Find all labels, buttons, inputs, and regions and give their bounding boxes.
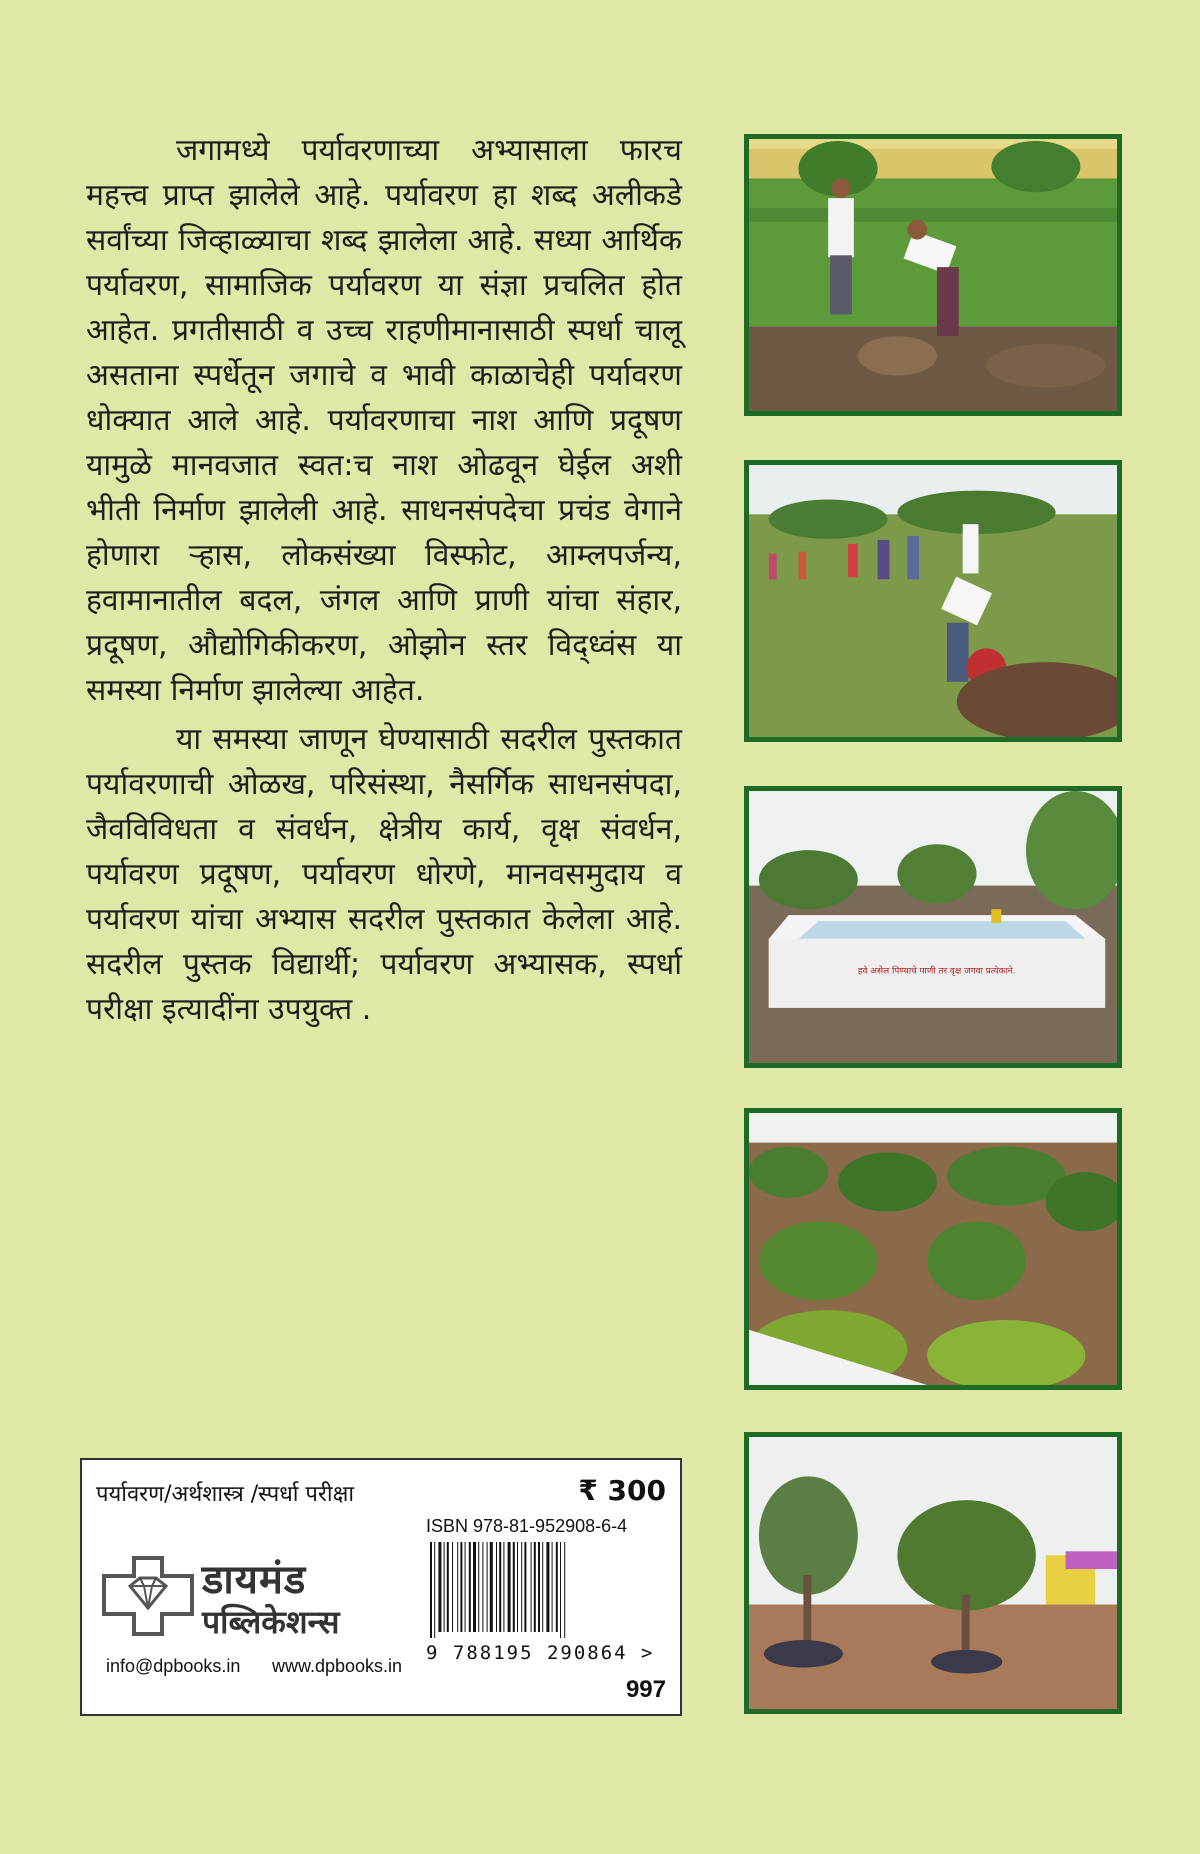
barcode-bar	[465, 1542, 466, 1632]
diamond-logo-icon	[100, 1556, 196, 1636]
price-label: ₹ 300	[578, 1474, 666, 1507]
barcode-addon: 997	[625, 1676, 666, 1703]
publisher-email[interactable]: info@dpbooks.in	[106, 1656, 241, 1676]
barcode-bar	[457, 1542, 458, 1632]
barcode-bar	[496, 1542, 497, 1632]
description-text	[86, 128, 682, 1036]
publisher-name: डायमंड	[202, 1557, 307, 1603]
paragraph-2: या समस्या जाणून घेण्यासाठी सदरील पुस्तकात पर्यावरणाची ओळख, परिसंस्था, नैसर्गिक साधनसंपदा, जैवविविधता व संवर्धन, क्षेत्रीय कार्य, वृक्ष संवर्धन, पर्यावरण प्रदूषण, पर्यावरण धोरणे, मानवसमुदाय व पर्यावरण यांचा अभ्यास सदरील पुस्तकात केलेला आहे. सदरील पुस्तक विद्यार्थी; पर्यावरण अभ्यासक, स्पर्धा परीक्षा इत्यादींना उपयुक्त .	[86, 722, 682, 1027]
publisher-website[interactable]: www.dpbooks.in	[272, 1656, 403, 1676]
barcode-digits: 9 788195 290864 >	[426, 1642, 655, 1664]
barcode	[426, 1542, 666, 1638]
tank-sign-text: हवे असेल पिण्याचे पाणी तर वृक्ष जगवा प्रत्येकाने.	[857, 966, 1016, 977]
barcode-bar	[564, 1542, 565, 1638]
barcode-bar	[560, 1542, 561, 1638]
barcode-bar	[478, 1542, 479, 1632]
barcode-bar	[452, 1542, 453, 1632]
book-info-box	[80, 1458, 682, 1716]
barcode-bar	[531, 1542, 532, 1632]
barcode-bar	[534, 1542, 536, 1632]
photo-students-digging	[744, 460, 1122, 742]
paragraph-1: जगामध्ये पर्यावरणाच्या अभ्यासाला फारच महत्त्व प्राप्त झालेले आहे. पर्यावरण हा शब्द अलीकडे सर्वांच्या जिव्हाळ्याचा शब्द झालेला आहे. सध्या आर्थिक पर्यावरण, सामाजिक पर्यावरण या संज्ञा प्रचलित होत आहेत. प्रगतीसाठी व उच्च राहणीमानासाठी स्पर्धा चालू असताना स्पर्धेतून जगाचे व भावी काळाचेही पर्यावरण धोक्यात आले आहे. पर्यावरणाचा नाश आणि प्रदूषण यामुळे मानवजात स्वत:च नाश ओढवून घेईल अशी भीती निर्माण झालेली आहे. साधनसंपदेचा प्रचंड वेगाने होणारा ऱ्हास, लोकसंख्या विस्फोट, आम्लपर्जन्य, हवामानातील बदल, जंगल आणि प्राणी यांचा संहार, प्रदूषण, औद्योगिकीकरण, ओझोन स्तर विद्ध्वंस या समस्या निर्माण झालेल्या आहेत.	[86, 133, 682, 708]
barcode-bar	[542, 1542, 543, 1632]
barcode-bar	[434, 1542, 435, 1638]
barcode-bar	[556, 1542, 558, 1632]
barcode-bar	[513, 1542, 515, 1632]
publisher-subtitle: पब्लिकेशन्स	[202, 1603, 340, 1641]
barcode-bar	[508, 1542, 511, 1632]
barcode-bar	[499, 1542, 501, 1632]
photo-tree-rings	[744, 1432, 1122, 1714]
subjects-label: पर्यावरण/अर्थशास्त्र /स्पर्धा परीक्षा	[96, 1482, 355, 1507]
barcode-bar	[538, 1542, 540, 1632]
barcode-bar	[524, 1542, 526, 1632]
barcode-bar	[490, 1542, 493, 1632]
isbn-label: ISBN 978-81-952908-6-4	[426, 1516, 628, 1536]
photo-tree-planting	[744, 134, 1122, 416]
barcode-bar	[473, 1542, 476, 1632]
barcode-bar	[546, 1542, 549, 1632]
barcode-bar	[517, 1542, 518, 1632]
photo-plantation	[744, 1108, 1122, 1390]
photo-water-tank	[744, 786, 1122, 1068]
barcode-bar	[460, 1542, 462, 1632]
barcode-bar	[521, 1542, 522, 1632]
barcode-bar	[444, 1542, 445, 1632]
barcode-bar	[503, 1542, 504, 1632]
barcode-bar	[438, 1542, 441, 1632]
barcode-bar	[482, 1542, 483, 1632]
barcode-bar	[447, 1542, 449, 1632]
barcode-bar	[469, 1542, 471, 1632]
barcode-bar	[552, 1542, 553, 1632]
barcode-bar	[487, 1542, 488, 1632]
barcode-bar	[430, 1542, 432, 1638]
